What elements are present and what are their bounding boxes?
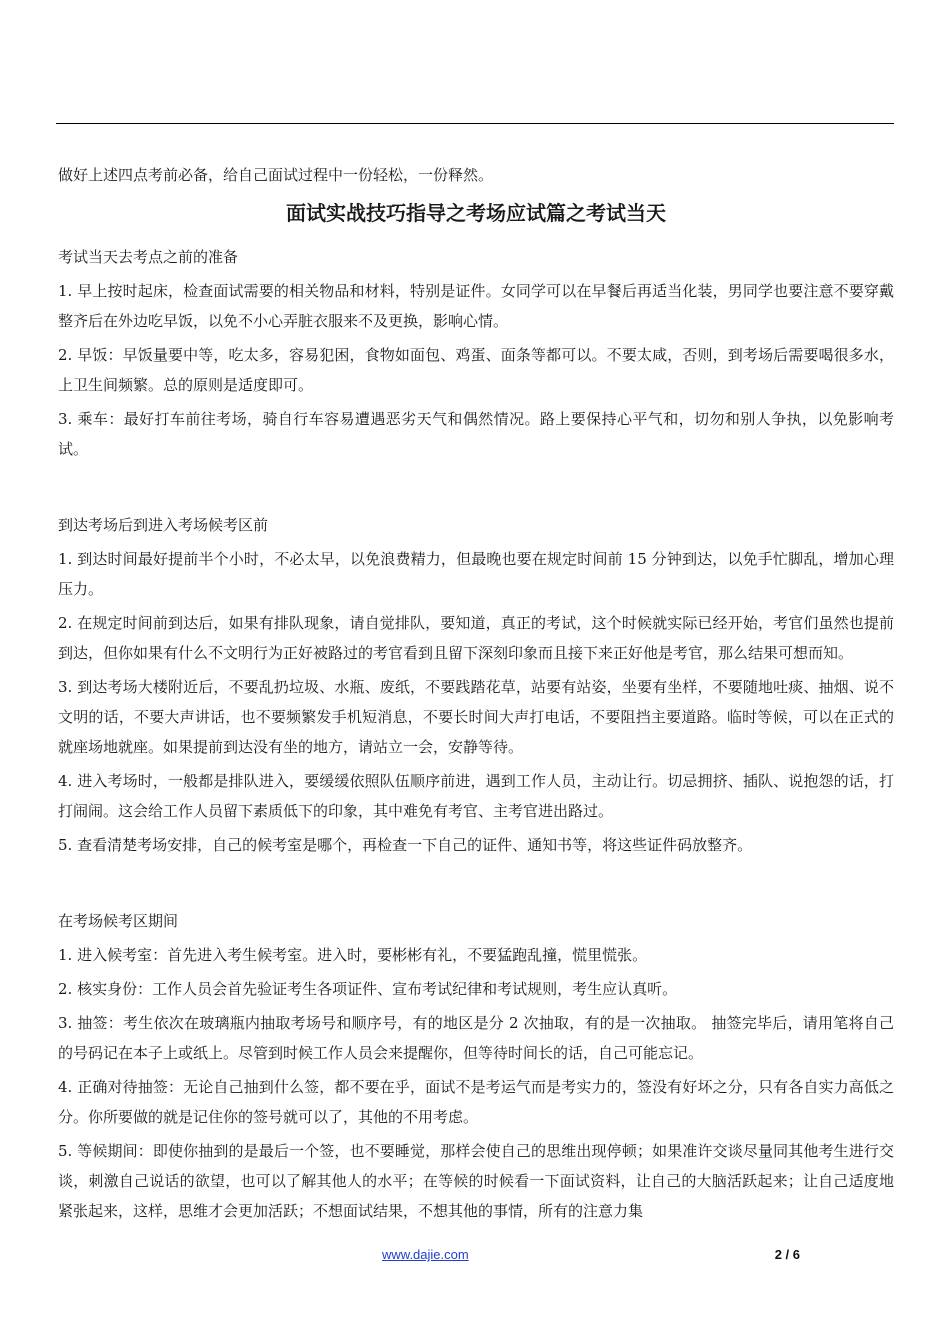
section-heading: 到达考场后到进入考场候考区前	[58, 516, 269, 534]
header-rule	[56, 123, 894, 124]
list-item: 3. 到达考场大楼附近后，不要乱扔垃圾、水瓶、废纸，不要践踏花草，站要有站姿，坐要有坐样，不要随地吐痰、抽烟、说不文明的话，不要大声讲话，也不要频繁发手机短消息，不要长时间大声打电话，不要阻挡主要道路。临时等候，可以在正式的就座场地就座。如果提前到达没有坐的地方，请站立一会，安静等待。	[58, 678, 894, 756]
section-arrival	[58, 510, 894, 860]
list-item: 5. 等候期间：即使你抽到的是最后一个签，也不要睡觉，那样会使自己的思维出现停顿；如果准许交谈尽量同其他考生进行交谈，刺激自己说话的欲望，也可以了解其他人的水平；在等候的时候看一下面试资料，让自己的大脑活跃起来；让自己适度地紧张起来，这样，思维才会更加活跃；不想面试结果，不想其他的事情，所有的注意力集	[58, 1142, 894, 1220]
page-title: 面试实战技巧指导之考场应试篇之考试当天	[286, 201, 666, 225]
page-number: 2 / 6	[774, 1247, 800, 1262]
list-item: 5. 查看清楚考场安排，自己的候考室是哪个，再检查一下自己的证件、通知书等，将这些证件码放整齐。	[58, 836, 753, 854]
list-item: 4. 进入考场时，一般都是排队进入，要缓缓依照队伍顺序前进，遇到工作人员，主动让行。切忌拥挤、插队、说抱怨的话，打打闹闹。这会给工作人员留下素质低下的印象，其中难免有考官、主考官进出路过。	[58, 772, 894, 820]
section-waiting-area	[58, 906, 894, 1226]
document-body	[58, 160, 894, 1230]
section-heading: 在考场候考区期间	[58, 912, 179, 930]
list-item: 1. 早上按时起床，检查面试需要的相关物品和材料，特别是证件。女同学可以在早餐后再适当化装，男同学也要注意不要穿戴整齐后在外边吃早饭，以免不小心弄脏衣服来不及更换，影响心情。	[58, 282, 894, 330]
list-item: 3. 抽签：考生依次在玻璃瓶内抽取考场号和顺序号，有的地区是分 2 次抽取，有的是一次抽取。 抽签完毕后，请用笔将自己的号码记在本子上或纸上。尽管到时候工作人员会来提醒你，但等待时间长的话，自己可能忘记。	[58, 1014, 894, 1062]
list-item: 2. 在规定时间前到达后，如果有排队现象，请自觉排队，要知道，真正的考试，这个时候就实际已经开始，考官们虽然也提前到达，但你如果有什么不文明行为正好被路过的考官看到且留下深刻印象而且接下来正好他是考官，那么结果可想而知。	[58, 614, 894, 662]
list-item: 3. 乘车：最好打车前往考场，骑自行车容易遭遇恶劣天气和偶然情况。路上要保持心平气和，切勿和别人争执，以免影响考试。	[58, 410, 894, 458]
list-item: 2. 核实身份：工作人员会首先验证考生各项证件、宣布考试纪律和考试规则，考生应认真听。	[58, 980, 678, 998]
section-before-leaving	[58, 242, 894, 464]
list-item: 1. 进入候考室：首先进入考生候考室。进入时，要彬彬有礼，不要猛跑乱撞，慌里慌张。	[58, 946, 648, 964]
footer-website-link[interactable]: www.dajie.com	[382, 1247, 469, 1262]
section-heading: 考试当天去考点之前的准备	[58, 248, 239, 266]
intro-paragraph: 做好上述四点考前必备，给自己面试过程中一份轻松，一份释然。	[58, 166, 494, 184]
list-item: 1. 到达时间最好提前半个小时，不必太早，以免浪费精力，但最晚也要在规定时间前 15 分钟到达，以免手忙脚乱，增加心理压力。	[58, 550, 894, 598]
list-item: 2. 早饭：早饭量要中等，吃太多，容易犯困，食物如面包、鸡蛋、面条等都可以。不要太咸，否则，到考场后需要喝很多水，上卫生间频繁。总的原则是适度即可。	[58, 346, 894, 394]
list-item: 4. 正确对待抽签：无论自己抽到什么签，都不要在乎，面试不是考运气而是考实力的，签没有好坏之分，只有各自实力高低之分。你所要做的就是记住你的签号就可以了，其他的不用考虑。	[58, 1078, 894, 1126]
